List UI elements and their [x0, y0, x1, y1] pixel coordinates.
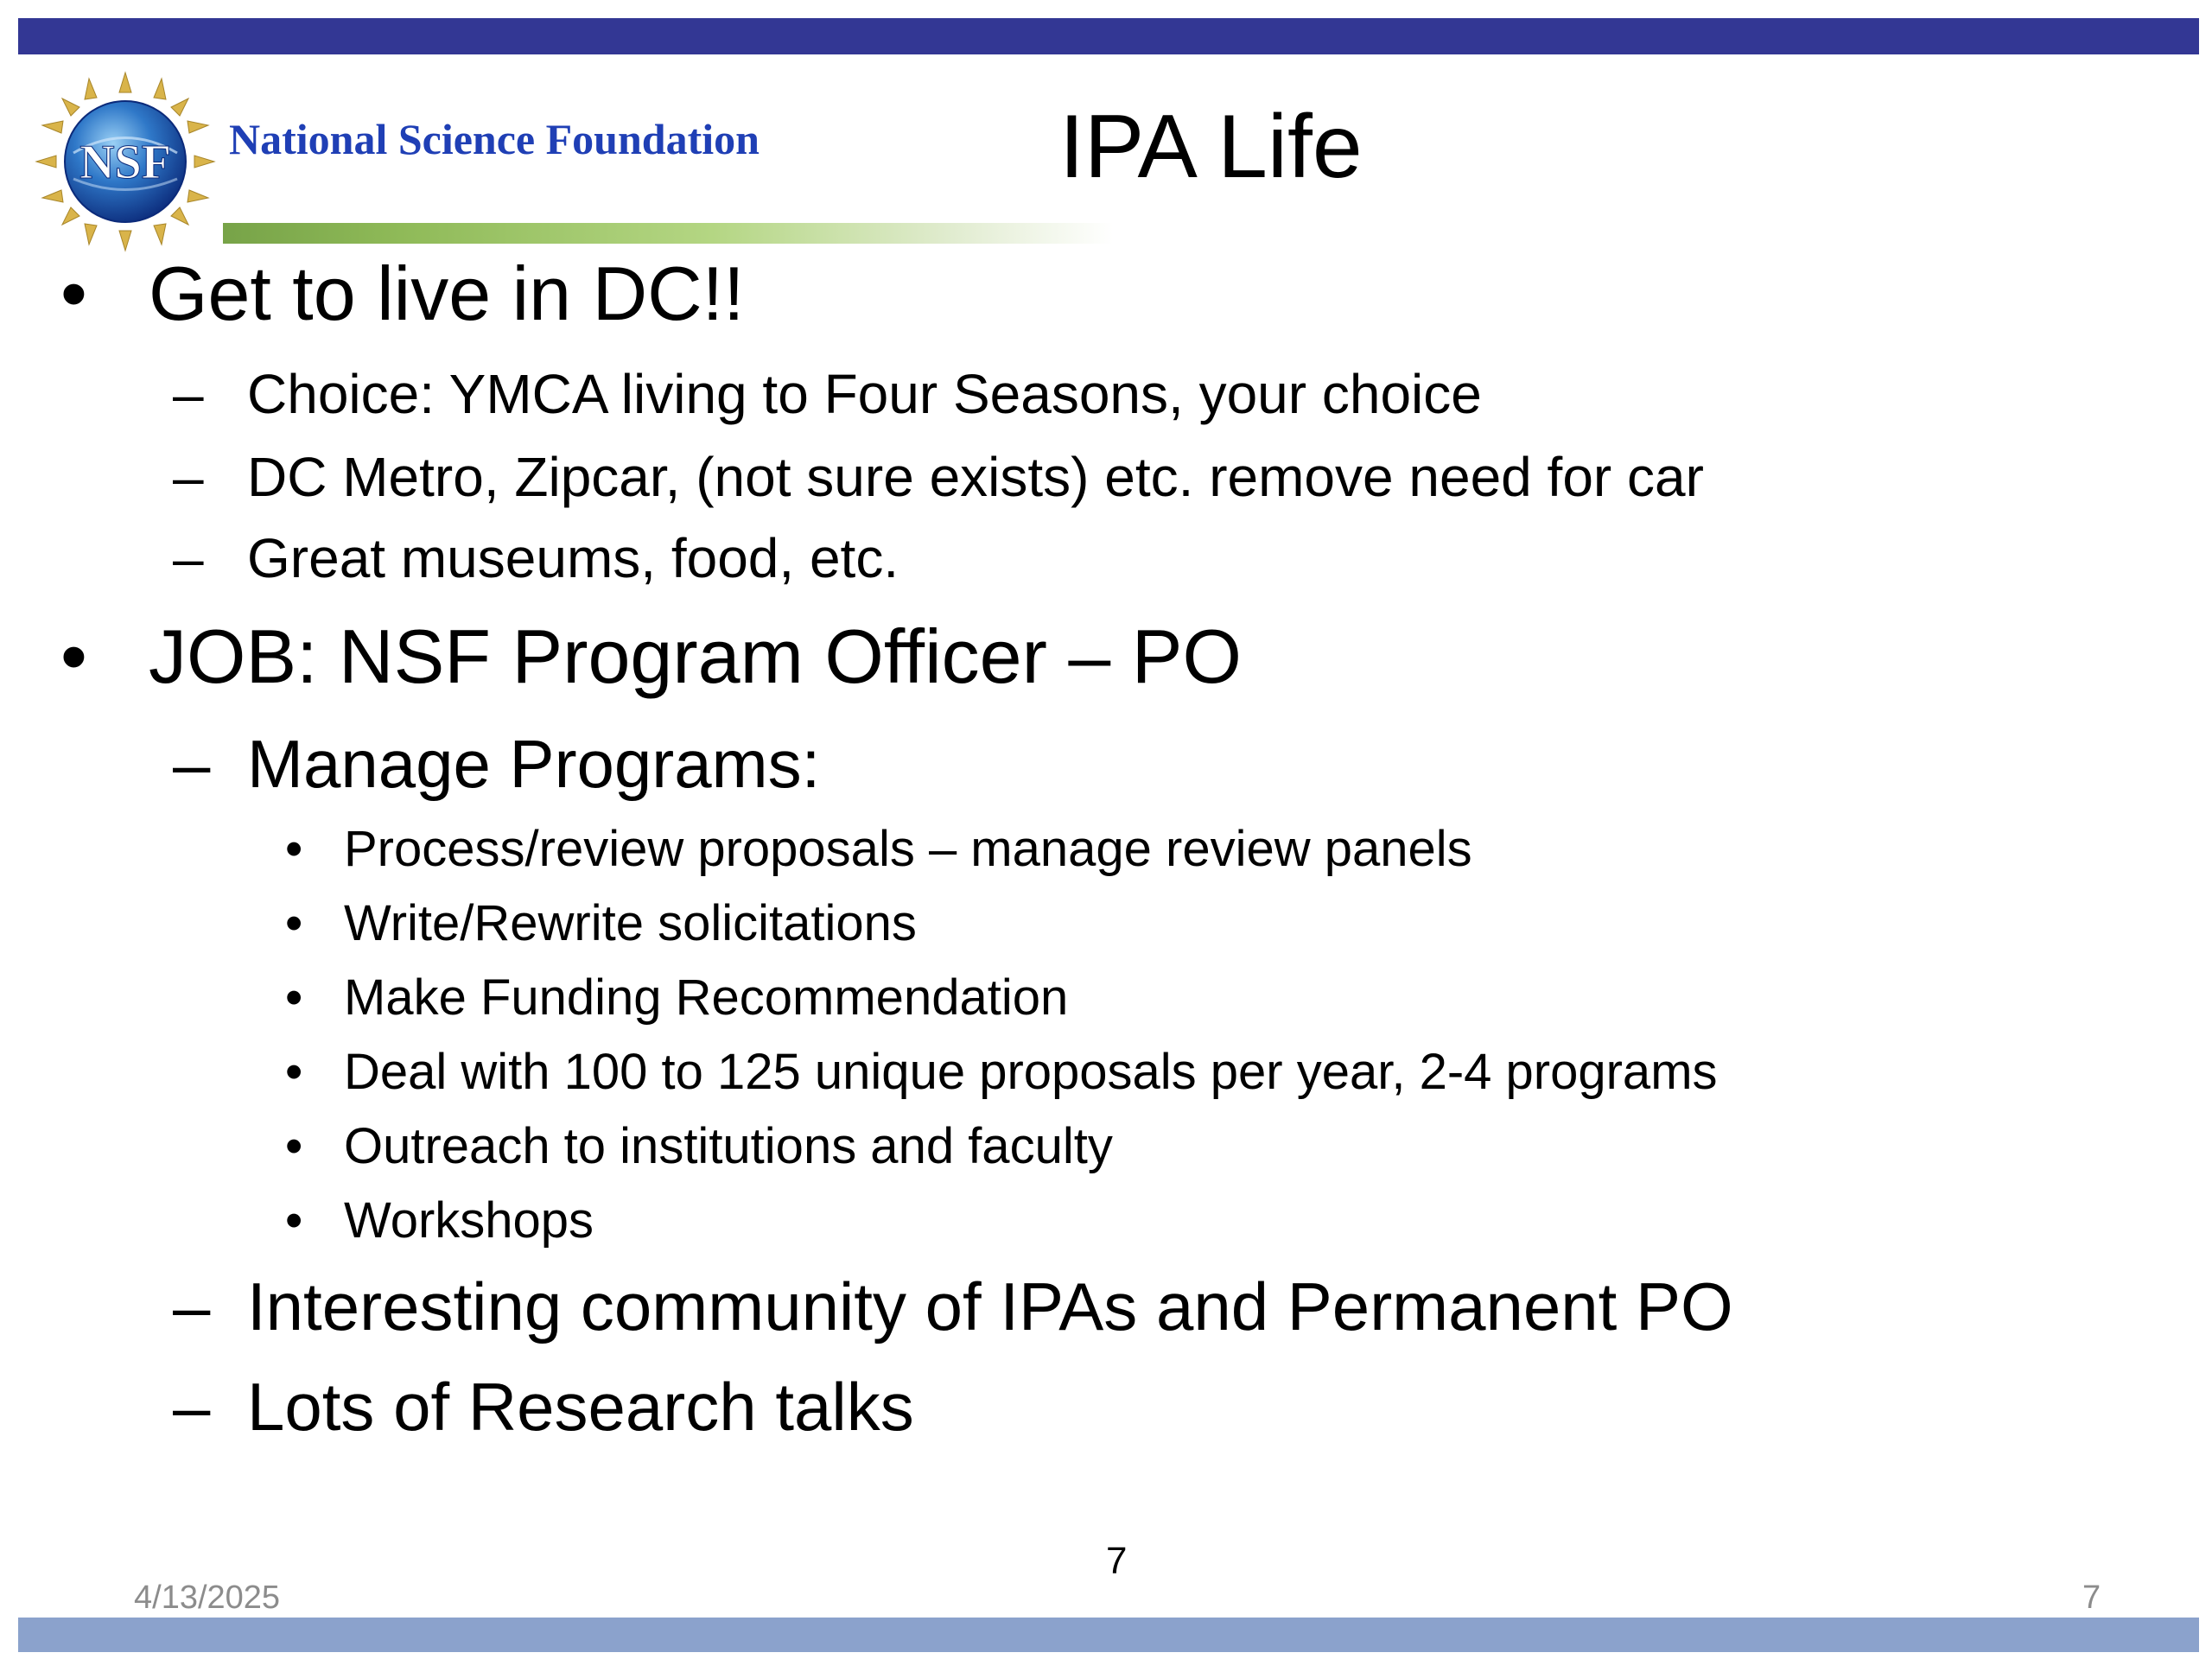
bullet-text: Get to live in DC!!	[149, 251, 745, 336]
bullet-marker: •	[285, 969, 303, 1026]
bullet-marker: •	[60, 251, 87, 336]
svg-text:NSF: NSF	[79, 136, 171, 189]
accent-line	[223, 223, 1113, 244]
dash-marker: –	[173, 1369, 211, 1445]
bullet-marker: •	[285, 895, 303, 951]
bottom-bar	[18, 1618, 2199, 1652]
slide-title: IPA Life	[1059, 97, 1363, 197]
bullet-text: Lots of Research talks	[247, 1369, 914, 1445]
bullet-marker: •	[285, 821, 303, 877]
bullet-text: Make Funding Recommendation	[344, 969, 1069, 1026]
bullet-text: Deal with 100 to 125 unique proposals per year, 2-4 programs	[344, 1044, 1718, 1100]
dash-marker: –	[173, 446, 204, 508]
bullet-text: DC Metro, Zipcar, (not sure exists) etc. remove need for car	[247, 446, 1704, 508]
top-bar	[18, 18, 2199, 54]
dash-marker: –	[173, 527, 204, 589]
dash-marker: –	[173, 1268, 211, 1344]
nsf-logo	[35, 71, 216, 252]
bullet-marker: •	[285, 1118, 303, 1174]
dash-marker: –	[173, 363, 204, 425]
bullet-marker: •	[285, 1192, 303, 1249]
bullet-marker: •	[60, 613, 87, 699]
dash-marker: –	[173, 726, 211, 802]
page-number-center: 7	[1106, 1540, 1128, 1582]
bullet-text: Interesting community of IPAs and Permanent PO	[247, 1268, 1733, 1344]
page-number-right: 7	[2082, 1580, 2101, 1616]
bullet-text: Choice: YMCA living to Four Seasons, your choice	[247, 363, 1482, 425]
bullet-text: Manage Programs:	[247, 726, 821, 802]
bullet-text: Write/Rewrite solicitations	[344, 895, 917, 951]
footer-date: 4/13/2025	[134, 1580, 281, 1616]
bullet-text: Process/review proposals – manage review panels	[344, 821, 1472, 877]
bullet-text: Workshops	[344, 1192, 594, 1249]
bullet-text: Outreach to institutions and faculty	[344, 1118, 1113, 1174]
bullet-marker: •	[285, 1044, 303, 1100]
bullet-text: JOB: NSF Program Officer – PO	[149, 613, 1242, 699]
organization-name: National Science Foundation	[229, 115, 760, 163]
bullet-text: Great museums, food, etc.	[247, 527, 899, 589]
